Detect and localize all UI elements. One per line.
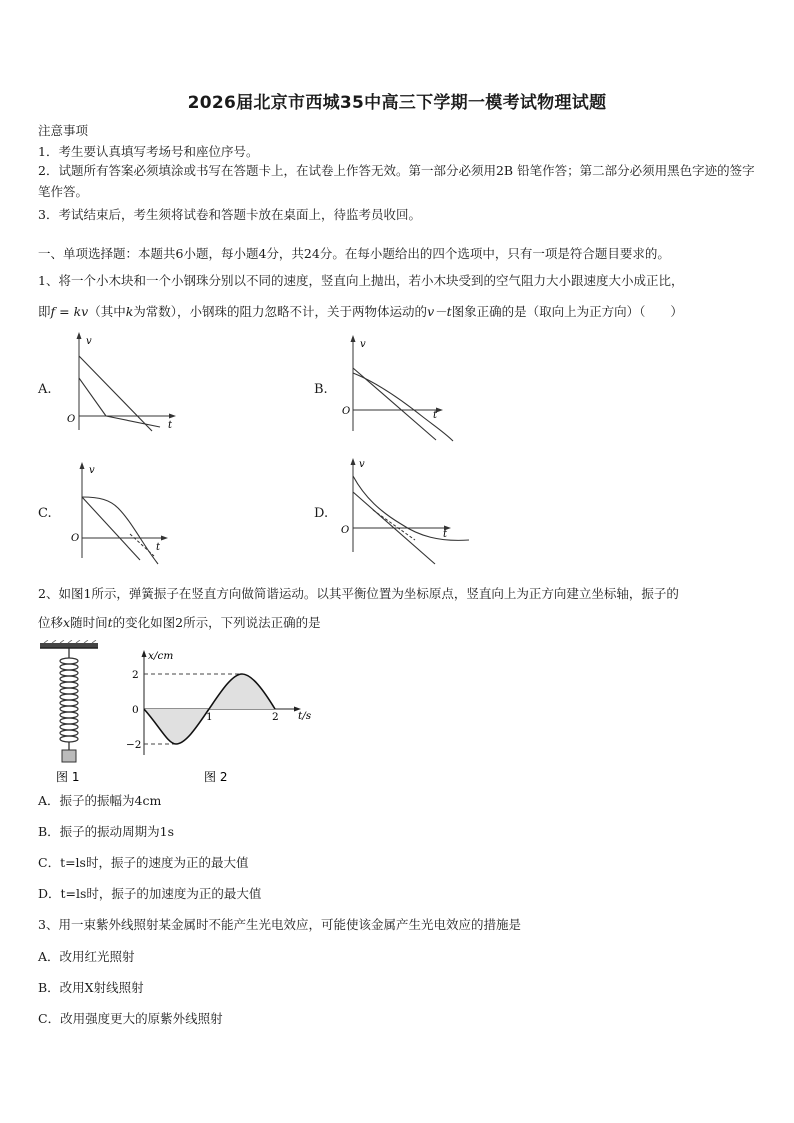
q1-c-origin: O	[71, 533, 80, 544]
q2-stem-line2	[38, 613, 321, 631]
q1-stem-line2	[38, 302, 683, 320]
q1-a-v-label: v	[86, 336, 92, 347]
q1-d-origin: O	[341, 525, 350, 536]
q1-option-d-label[interactable]: D.	[314, 506, 329, 521]
q1-graph-b	[333, 333, 458, 443]
q1-c-v-label: v	[89, 465, 95, 476]
q1-k: k	[125, 304, 134, 319]
q1-c-t-label: t	[156, 542, 161, 553]
notice-item-3: 3．考试结束后，考生须将试卷和答题卡放在桌面上，待监考员收回。	[38, 207, 421, 222]
q1-graph-d	[333, 456, 473, 566]
q2-y-axis-label: x/cm	[148, 650, 174, 662]
q1-a-origin: O	[67, 414, 76, 425]
q3-stem: 3、用一束紫外线照射某金属时不能产生光电效应，可能使该金属产生光电效应的措施是	[38, 917, 521, 932]
q1-graph-c	[60, 460, 180, 570]
q3-option-c[interactable]: C．改用强度更大的原紫外线照射	[38, 1011, 223, 1026]
section-heading: 一、单项选择题：本题共6小题，每小题4分，共24分。在每小题给出的四个选项中，只有一项是符合题目要求的。	[38, 246, 670, 261]
q1-b-origin: O	[342, 406, 351, 417]
q2-y-tick-2: 2	[132, 669, 139, 681]
q2-text-post: 的变化如图2所示，下列说法正确的是	[112, 615, 321, 630]
q2-y-tick-neg2: −2	[126, 739, 142, 751]
q1-b-t-label: t	[433, 410, 438, 421]
q1-a-t-label: t	[168, 420, 173, 431]
q1-b-v-label: v	[360, 339, 366, 350]
q1-option-b-label[interactable]: B.	[314, 382, 328, 397]
q1-text-suffix: 图象正确的是（取向上为正方向）（ ）	[451, 304, 683, 319]
q1-vt: v－t	[427, 304, 452, 319]
notice-heading: 注意事项	[38, 123, 89, 138]
q2-stem-line1: 2、如图1所示，弹簧振子在竖直方向做简谐运动。以其平衡位置为坐标原点，竖直向上为正方向建立坐标轴，振子的	[38, 586, 679, 601]
q2-text-mid: 随时间	[70, 615, 108, 630]
q2-option-c[interactable]: C．t=ls时，振子的速度为正的最大值	[38, 855, 249, 870]
q2-fig1-caption: 图 1	[56, 770, 80, 784]
q2-t: t	[107, 615, 113, 630]
q3-option-a[interactable]: A．改用红光照射	[38, 949, 135, 964]
q1-graph-a	[60, 330, 180, 440]
notice-item-2: 2．试题所有答案必须填涂或书写在答题卡上，在试卷上作答无效。第一部分必须用2B 铅笔作答；第二部分必须用黑色字迹的签字笔作答。	[38, 163, 755, 199]
q1-option-c-label[interactable]: C.	[38, 506, 52, 521]
q2-x: x	[63, 615, 71, 630]
q2-figure2-graph	[124, 645, 324, 785]
q1-text-mid2: 为常数），小钢珠的阻力忽略不计，关于两物体运动的	[133, 304, 428, 319]
q1-option-a-label[interactable]: A.	[38, 382, 52, 397]
notice-item-1: 1．考生要认真填写考场号和座位序号。	[38, 144, 259, 159]
q2-option-b[interactable]: B．振子的振动周期为1s	[38, 824, 175, 839]
page-title: 2026届北京市西城35中高三下学期一模考试物理试题	[187, 93, 607, 113]
q1-stem-line1: 1、将一个小木块和一个小钢珠分别以不同的速度，竖直向上抛出，若小木块受到的空气阻力大小跟速度大小成正比，	[38, 273, 684, 288]
q2-option-d[interactable]: D．t=ls时，振子的加速度为正的最大值	[38, 886, 262, 901]
q3-option-b[interactable]: B．改用X射线照射	[38, 980, 144, 995]
q2-x-tick-2: 2	[272, 711, 279, 723]
q2-x-axis-label: t/s	[298, 710, 312, 722]
q1-text-mid: （其中	[88, 304, 126, 319]
q1-d-v-label: v	[359, 459, 365, 470]
q2-x-tick-1: 1	[206, 711, 213, 723]
q1-formula: f = kv	[50, 304, 89, 319]
q2-y-tick-0: 0	[132, 704, 139, 716]
q2-figure1-spring	[36, 640, 106, 785]
q1-d-t-label: t	[443, 529, 448, 540]
q2-option-a[interactable]: A．振子的振幅为4cm	[38, 793, 162, 808]
q2-text-pre: 位移	[38, 615, 64, 630]
q2-fig2-caption: 图 2	[204, 770, 228, 784]
q1-text-prefix: 即	[38, 304, 51, 319]
